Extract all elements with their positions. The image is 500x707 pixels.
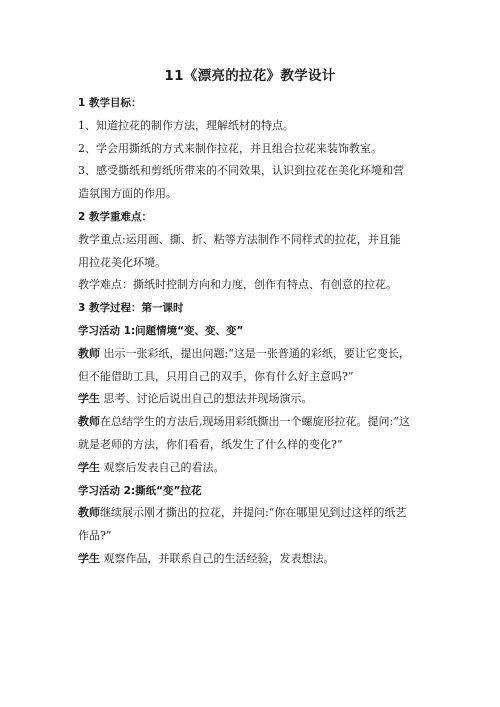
speaker-label: 教师 (78, 346, 100, 360)
paragraph-teacher-1-line-2: 但不能借助工具，只用自己的双手，你有什么好主意吗?” (78, 369, 354, 383)
paragraph-teacher-1-line-1 (78, 343, 423, 366)
key-point-line-2: 用拉花美化环境。 (78, 255, 166, 269)
section-heading-process: 3 教学过程：第一课时 (78, 302, 184, 315)
speaker-label: 学生 (78, 551, 100, 565)
activity-2-heading: 学习活动 2:撕纸“变”拉花 (78, 484, 202, 497)
paragraph-text: 观察作品，并联系自己的生活经验，发表想法。 (100, 551, 335, 565)
document-body (78, 92, 423, 571)
paragraph-student-1 (78, 388, 423, 411)
paragraph-text: 观察后发表自己的看法。 (100, 460, 225, 474)
section-heading-goals: 1 教学目标： (78, 97, 142, 109)
goal-item-3-line-1: 3、感受撕纸和剪纸所带来的不同效果，认识到拉花在美化环境和营 (78, 164, 404, 178)
document-title: 11《漂亮的拉花》教学设计 (164, 68, 336, 84)
speaker-label: 学生 (78, 460, 100, 474)
paragraph-teacher-3-line-2: 作品?” (78, 529, 112, 543)
paragraph-teacher-3-line-1 (78, 502, 423, 525)
goal-item-3-line-2: 造氛围方面的作用。 (78, 187, 177, 201)
speaker-label: 学生 (78, 392, 100, 406)
paragraph-student-2 (78, 457, 423, 480)
section-heading-key-points: 2 教学重难点： (78, 210, 152, 223)
paragraph-teacher-2-line-2: 就是老师的方法，你们看看，纸发生了什么样的变化?” (78, 437, 343, 451)
paragraph-text: 继续展示刚才撕出的拉花，并提问:“你在哪里见到过这样的纸艺 (100, 506, 407, 520)
key-point-line-1: 教学重点:运用画、撕、折、粘等方法制作不同样式的拉花，并且能 (78, 232, 401, 246)
paragraph-text: 出示一张彩纸，提出问题:“这是一张普通的彩纸，要让它变长， (100, 346, 410, 360)
paragraph-teacher-2-line-1 (78, 411, 423, 434)
difficulty-line: 教学难点：撕纸时控制方向和力度，创作有特点、有创意的拉花。 (78, 278, 397, 292)
paragraph-text: 思考、讨论后说出自己的想法并现场演示。 (100, 392, 313, 406)
goal-item-1: 1、知道拉花的制作方法，理解纸材的特点。 (78, 118, 294, 132)
speaker-label: 教师 (78, 415, 100, 429)
paragraph-student-3 (78, 548, 423, 571)
paragraph-text: 在总结学生的方法后,现场用彩纸撕出一个螺旋形拉花。提问:“这 (100, 415, 410, 429)
goal-item-2: 2、学会用撕纸的方式来制作拉花，并且组合拉花来装饰教室。 (78, 141, 382, 155)
speaker-label: 教师 (78, 506, 100, 520)
activity-1-heading: 学习活动 1:问题情境“变、变、变” (78, 324, 244, 337)
